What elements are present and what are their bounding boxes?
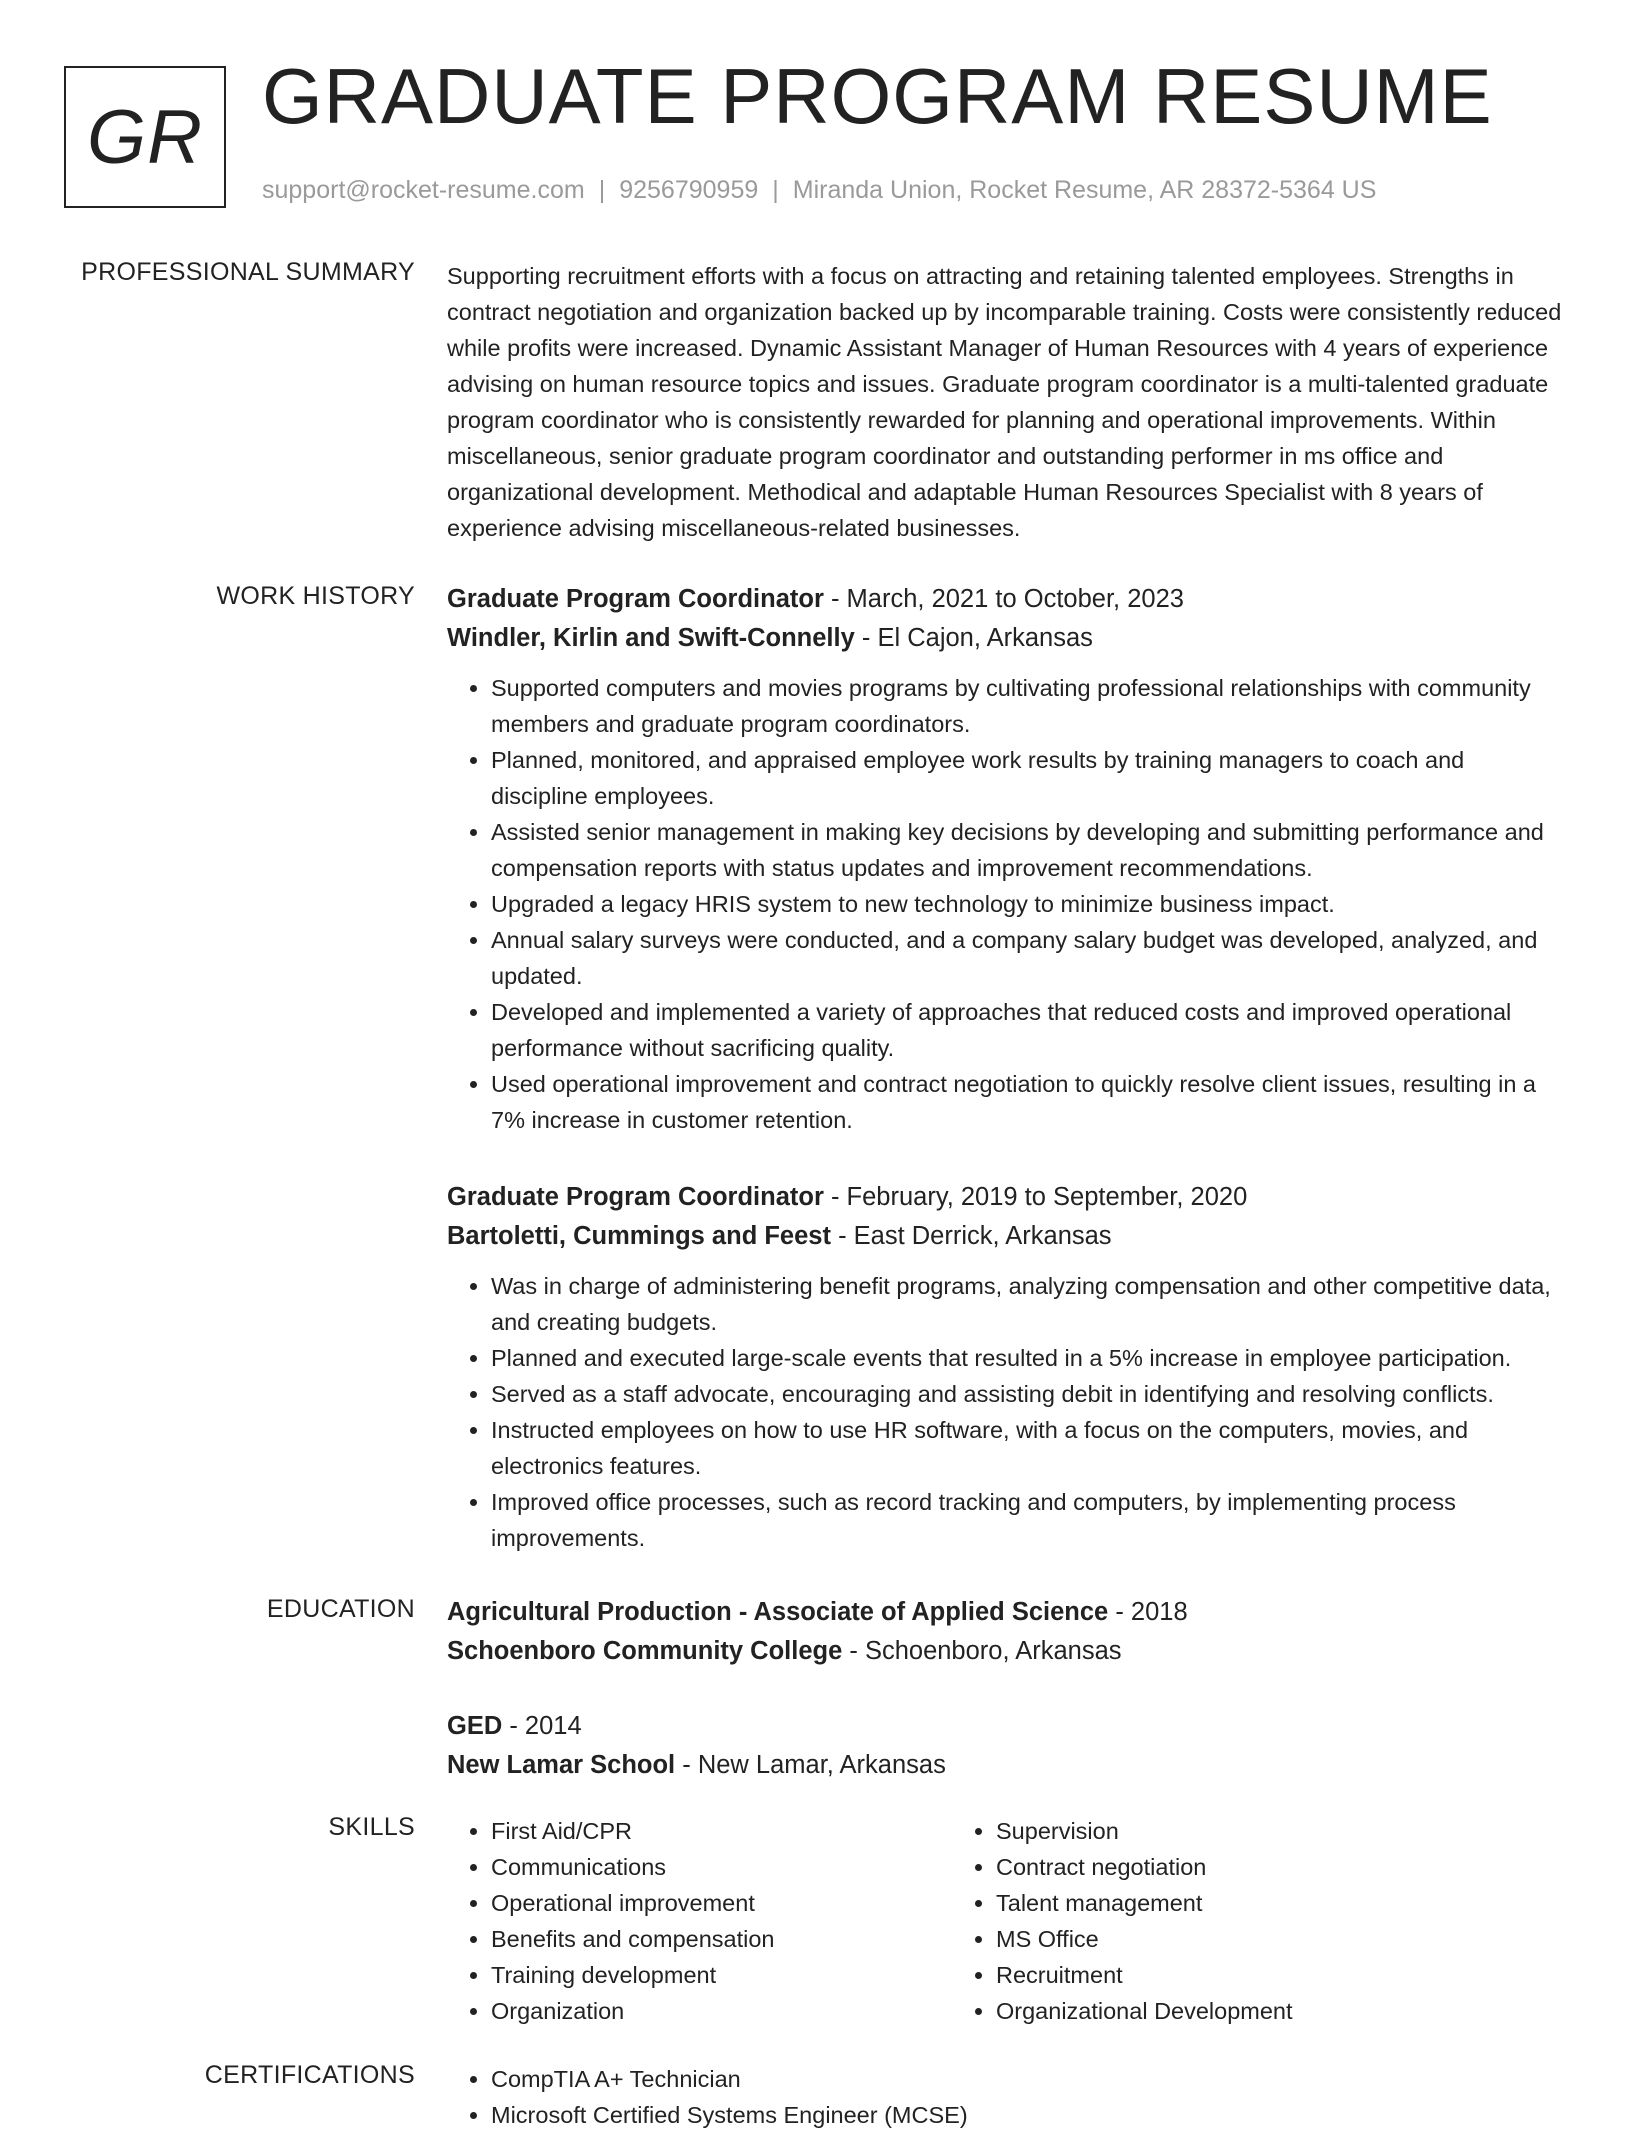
list-item: • Improved office processes, such as record tracking and computers, by implementing process improvements. — [491, 1484, 1567, 1556]
list-item: • Supported computers and movies programs by cultivating professional relationships with community members and graduate program coordinators. — [491, 670, 1567, 742]
list-item: • Contract negotiation — [996, 1849, 1457, 1885]
job-entry — [447, 580, 1567, 1138]
skills-list-left — [447, 1813, 952, 2029]
certifications-list — [447, 2061, 1567, 2133]
job-company: Windler, Kirlin and Swift-Connelly — [447, 624, 855, 652]
list-item: • Upgraded a legacy HRIS system to new technology to minimize business impact. — [491, 886, 1567, 922]
job-location: - El Cajon, Arkansas — [854, 624, 1093, 652]
education-location: - Schoenboro, Arkansas — [842, 1637, 1122, 1665]
contact-line — [262, 176, 1376, 205]
list-item: • Supervision — [996, 1813, 1457, 1849]
job-title: Graduate Program Coordinator — [447, 1183, 824, 1211]
list-item: • Organization — [491, 1993, 952, 2029]
education-year: - 2018 — [1108, 1598, 1188, 1626]
summary-text: Supporting recruitment efforts with a focus on attracting and retaining talented employees. Strengths in contract negotiation and organization backed up by incomparable training. Costs were consistently reduced while profits were increased. Dynamic Assistant Manager of Human Resources with 4 years of experience advising on human resource topics and issues. Graduate program coordinator is a multi-talented graduate program coordinator who is consistently rewarded for planning and operational improvements. Within miscellaneous, senior graduate program coordinator and outstanding performer in ms office and organizational development. Methodical and adaptable Human Resources Specialist with 8 years of experience advising miscellaneous-related businesses. — [447, 263, 1562, 541]
list-item: • Planned, monitored, and appraised employee work results by training managers to coach and discipline employees. — [491, 742, 1567, 814]
list-item: • Served as a staff advocate, encouraging and assisting debit in identifying and resolving conflicts. — [491, 1376, 1567, 1412]
education-body — [447, 1593, 1567, 1821]
education-entry — [447, 1593, 1567, 1671]
job-bullets — [447, 1268, 1567, 1556]
list-item: • Was in charge of administering benefit programs, analyzing compensation and other competitive data, and creating budgets. — [491, 1268, 1567, 1340]
list-item: • Benefits and compensation — [491, 1921, 952, 1957]
job-location: - East Derrick, Arkansas — [830, 1222, 1112, 1250]
list-item: • First Aid/CPR — [491, 1813, 952, 1849]
skills-label: SKILLS — [328, 1813, 415, 1841]
list-item: • Planned and executed large-scale events that resulted in a 5% increase in employee participation. — [491, 1340, 1567, 1376]
monogram-logo: GR — [64, 66, 226, 208]
certifications-body — [447, 2061, 1567, 2133]
education-school: Schoenboro Community College — [447, 1637, 843, 1665]
contact-separator: | — [772, 176, 779, 204]
work-history-label: WORK HISTORY — [216, 582, 415, 610]
education-label: EDUCATION — [266, 1595, 415, 1623]
summary-body — [447, 258, 1567, 546]
list-item: • Operational improvement — [491, 1885, 952, 1921]
job-title: Graduate Program Coordinator — [447, 585, 824, 613]
list-item: • Used operational improvement and contract negotiation to quickly resolve client issues, resulting in a 7% increase in customer retention. — [491, 1066, 1567, 1138]
list-item: • Developed and implemented a variety of approaches that reduced costs and improved operational performance without sacrificing quality. — [491, 994, 1567, 1066]
contact-address: Miranda Union, Rocket Resume, AR 28372-5364 US — [792, 176, 1377, 204]
list-item: • Microsoft Certified Systems Engineer (MCSE) — [491, 2097, 1567, 2133]
education-degree: Agricultural Production - Associate of Applied Science — [447, 1598, 1109, 1626]
education-location: - New Lamar, Arkansas — [675, 1751, 946, 1779]
education-school: New Lamar School — [447, 1751, 676, 1779]
education-year: - 2014 — [502, 1712, 582, 1740]
list-item: • Training development — [491, 1957, 952, 1993]
summary-label: PROFESSIONAL SUMMARY — [81, 258, 415, 286]
list-item: • Talent management — [996, 1885, 1457, 1921]
skills-body — [447, 1813, 1567, 2029]
job-company: Bartoletti, Cummings and Feest — [447, 1222, 831, 1250]
job-dates: - February, 2019 to September, 2020 — [823, 1183, 1248, 1211]
list-item: • Organizational Development — [996, 1993, 1457, 2029]
list-item: • Assisted senior management in making key decisions by developing and submitting performance and compensation reports with status updates and improvement recommendations. — [491, 814, 1567, 886]
list-item: • Annual salary surveys were conducted, and a company salary budget was developed, analyzed, and updated. — [491, 922, 1567, 994]
list-item: • Communications — [491, 1849, 952, 1885]
contact-email[interactable]: support@rocket-resume.com — [262, 176, 585, 204]
contact-separator: | — [598, 176, 606, 204]
certifications-label: CERTIFICATIONS — [204, 2061, 415, 2089]
skills-list-right — [952, 1813, 1457, 2029]
work-history-body — [447, 580, 1567, 1580]
list-item: • Instructed employees on how to use HR software, with a focus on the computers, movies, and electronics features. — [491, 1412, 1567, 1484]
contact-phone[interactable]: 9256790959 — [619, 176, 759, 204]
list-item: • MS Office — [996, 1921, 1457, 1957]
job-dates: - March, 2021 to October, 2023 — [823, 585, 1184, 613]
job-bullets — [447, 670, 1567, 1138]
list-item: • Recruitment — [996, 1957, 1457, 1993]
page-title: GRADUATE PROGRAM RESUME — [262, 52, 1493, 140]
job-entry — [447, 1178, 1567, 1556]
list-item: • CompTIA A+ Technician — [491, 2061, 1567, 2097]
education-degree: GED — [447, 1712, 503, 1740]
education-entry — [447, 1707, 1567, 1785]
